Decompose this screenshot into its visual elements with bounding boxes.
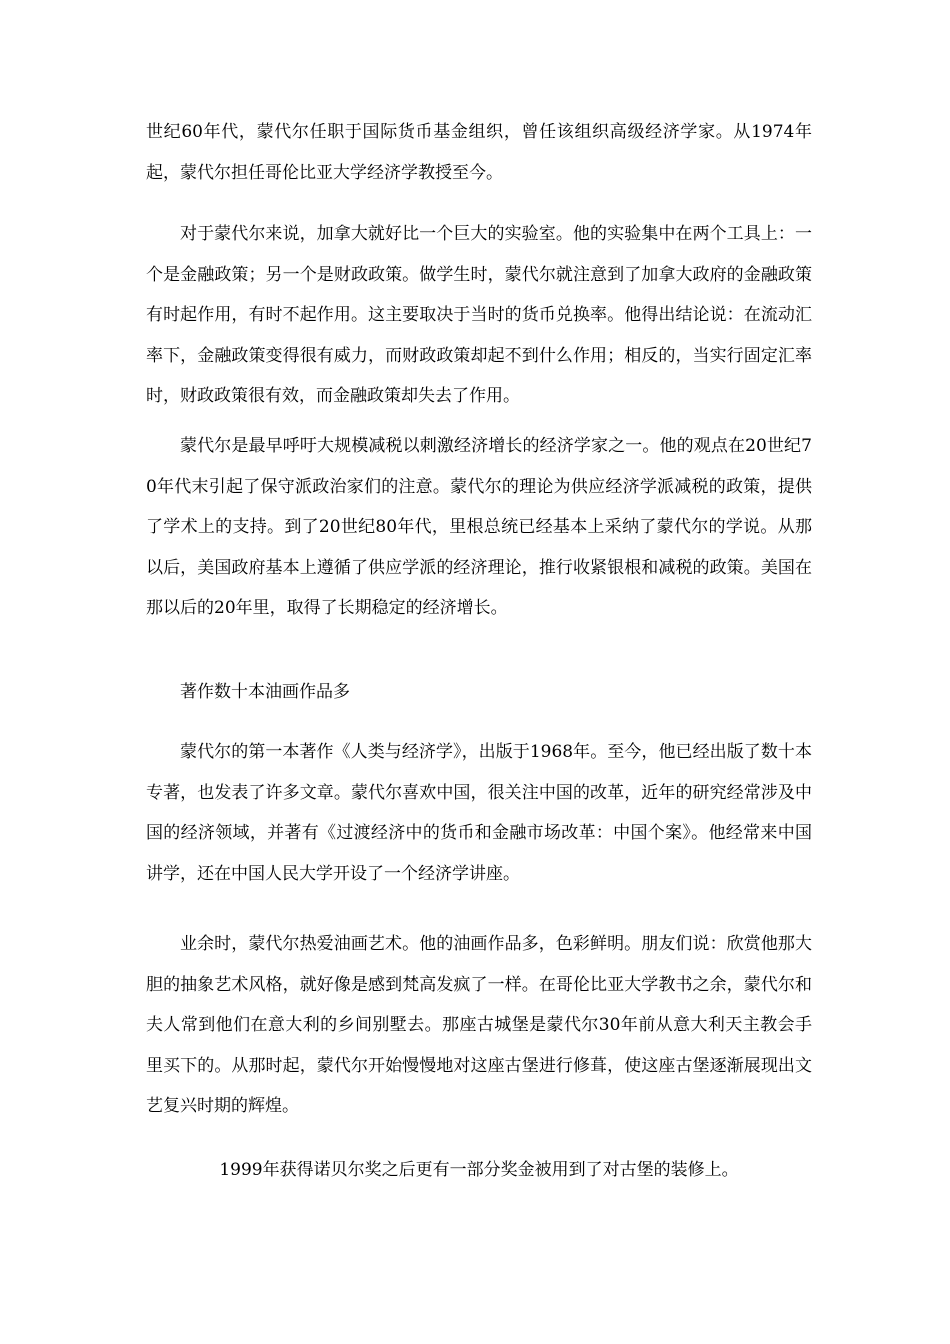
paragraph-career: 世纪60年代，蒙代尔任职于国际货币基金组织，曾任该组织高级经济学家。从1974年起，蒙代尔担任哥伦比亚大学经济学教授至今。: [146, 122, 812, 183]
paragraph-publications: 蒙代尔的第一本著作《人类与经济学》，出版于1968年。至今，他已经出版了数十本专著，也发表了许多文章。蒙代尔喜欢中国，很关注中国的改革，近年的研究经常涉及中国的经济领域，并著有《过渡经济中的货币和金融市场改革：中国个案》。他经常来中国讲学，还在中国人民大学开设了一个经济学讲座。: [146, 742, 812, 884]
paragraph-painting-castle: 业余时，蒙代尔热爱油画艺术。他的油画作品多，色彩鲜明。朋友们说：欣赏他那大胆的抽象艺术风格，就好像是感到梵高发疯了一样。在哥伦比亚大学教书之余，蒙代尔和夫人常到他们在意大利的乡间别墅去。那座古城堡是蒙代尔30年前从意大利天主教会手里买下的。从那时起，蒙代尔开始慢慢地对这座古堡进行修葺，使这座古堡逐渐展现出文艺复兴时期的辉煌。: [146, 934, 812, 1116]
paragraph-canada-laboratory: 对于蒙代尔来说，加拿大就好比一个巨大的实验室。他的实验集中在两个工具上：一个是金融政策；另一个是财政政策。做学生时，蒙代尔就注意到了加拿大政府的金融政策有时起作用，有时不起作用。这主要取决于当时的货币兑换率。他得出结论说：在流动汇率下，金融政策变得很有威力，而财政政策却起不到什么作用；相反的，当实行固定汇率时，财政政策很有效，而金融政策却失去了作用。: [146, 224, 812, 406]
section-heading: 著作数十本油画作品多: [180, 682, 350, 702]
paragraph-tax-cut-theory: 蒙代尔是最早呼吁大规模减税以刺激经济增长的经济学家之一。他的观点在20世纪70年代末引起了保守派政治家们的注意。蒙代尔的理论为供应经济学派减税的政策，提供了学术上的支持。到了20世纪80年代，里根总统已经基本上采纳了蒙代尔的学说。从那以后，美国政府基本上遵循了供应学派的经济理论，推行收紧银根和减税的政策。美国在那以后的20年里，取得了长期稳定的经济增长。: [146, 436, 812, 618]
paragraph-nobel-prize: 1999年获得诺贝尔奖之后更有一部分奖金被用到了对古堡的装修上。: [219, 1160, 739, 1180]
